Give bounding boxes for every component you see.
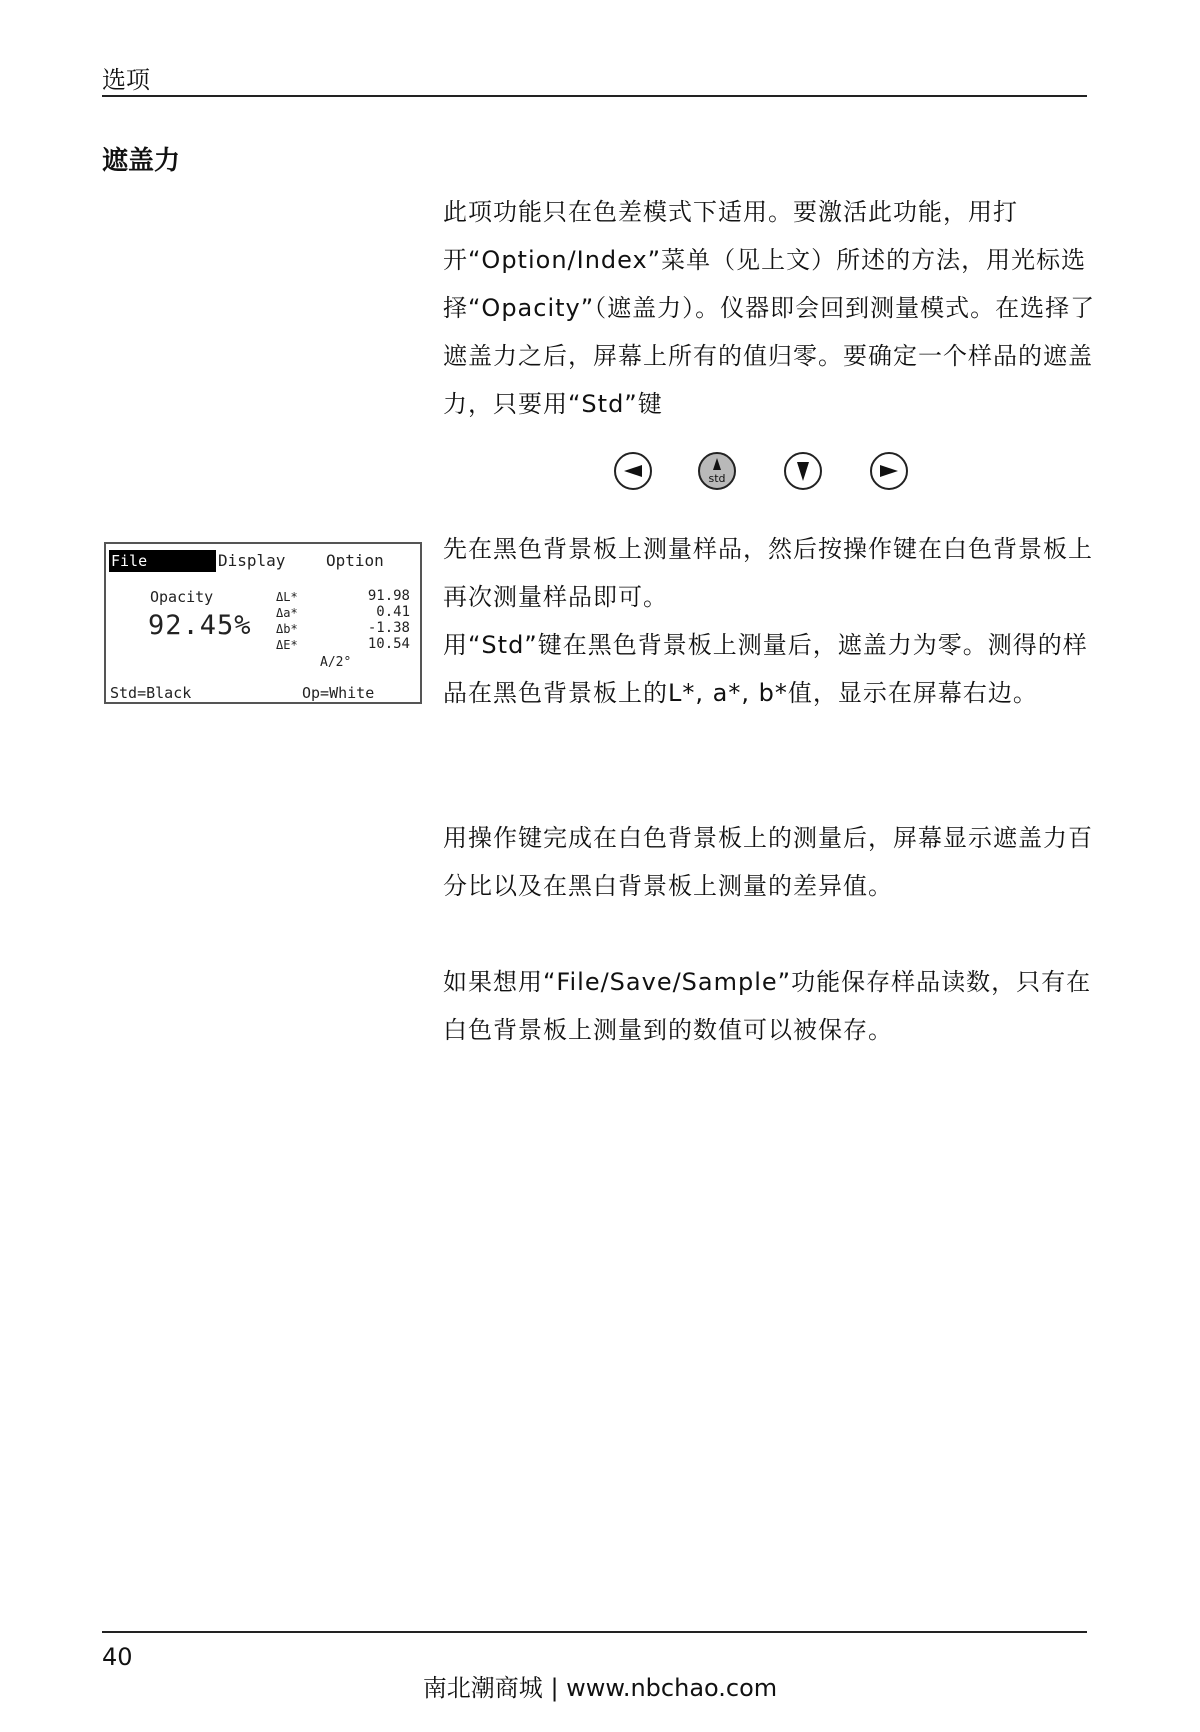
std-key[interactable] — [698, 452, 736, 490]
left-arrow-icon — [616, 454, 650, 488]
lcd-delta-value: 10.54 — [367, 636, 410, 652]
paragraph-activation: 此项功能只在色差模式下适用。要激活此功能，用打开“Option/Index”菜单（见上文）所述的方法，用光标选择“Opacity”（遮盖力）。仪器即会回到测量模式。在选择了遮盖力之后，屏幕上所有的值归零。要确定一个样品的遮盖力，只要用“Std”键 — [443, 198, 1096, 418]
std-key-label: std — [708, 472, 726, 485]
lcd-delta-value: 91.98 — [367, 588, 410, 604]
right-arrow-icon — [872, 454, 906, 488]
down-arrow-icon — [786, 454, 820, 488]
lcd-screen — [104, 542, 422, 704]
paragraph-save: 如果想用“File/Save/Sample”功能保存样品读数，只有在白色背景板上测量到的数值可以被保存。 — [443, 968, 1092, 1044]
lcd-delta-labels — [276, 589, 298, 653]
page-header-title: 选项 — [102, 66, 150, 94]
lcd-delta-values — [368, 588, 410, 652]
lcd-delta-value: 0.41 — [376, 604, 410, 620]
right-key[interactable] — [870, 452, 908, 490]
lcd-menu-option: Option — [326, 551, 384, 570]
lcd-menu-display: Display — [218, 551, 286, 570]
paragraph-measure: 先在黑色背景板上测量样品，然后按操作键在白色背景板上再次测量样品即可。 — [443, 535, 1093, 611]
down-key[interactable] — [784, 452, 822, 490]
lcd-menu-file: File — [109, 550, 216, 572]
footer-rule — [102, 1631, 1087, 1633]
page-number: 40 — [102, 1643, 133, 1671]
lcd-delta-label: Δa* — [276, 606, 298, 620]
lcd-observer: A/2° — [320, 655, 352, 670]
paragraph-std-result: 用“Std”键在黑色背景板上测量后，遮盖力为零。测得的样品在黑色背景板上的L*, a*, b*值，显示在屏幕右边。 — [443, 631, 1088, 707]
lcd-footer-op: Op=White — [302, 684, 375, 702]
navigation-keys — [614, 452, 914, 496]
lcd-opacity-label: Opacity — [150, 588, 214, 606]
paragraph-white-result: 用操作键完成在白色背景板上的测量后，屏幕显示遮盖力百分比以及在黑白背景板上测量的差异值。 — [443, 824, 1093, 900]
lcd-delta-label: ΔE* — [276, 638, 298, 652]
left-key[interactable] — [614, 452, 652, 490]
lcd-delta-label: Δb* — [276, 622, 298, 636]
section-title: 遮盖力 — [102, 146, 181, 176]
footer-site-link[interactable]: 南北潮商城 | www.nbchao.com — [422, 1674, 778, 1702]
paragraph-measure-group — [443, 525, 1098, 717]
lcd-opacity-value: 92.45% — [148, 610, 252, 641]
header-rule — [102, 95, 1087, 97]
lcd-delta-value: -1.38 — [367, 620, 410, 636]
lcd-delta-label: ΔL* — [276, 590, 298, 604]
lcd-footer-std: Std=Black — [110, 684, 192, 702]
